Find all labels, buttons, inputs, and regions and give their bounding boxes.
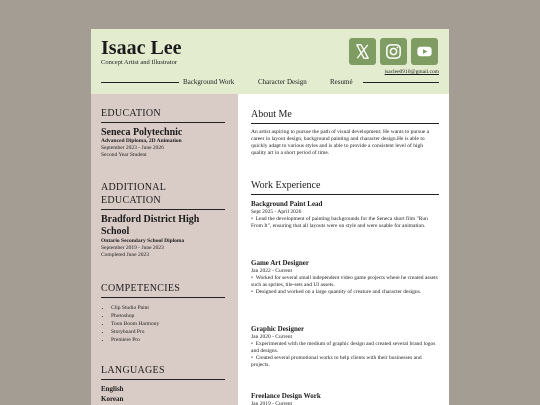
school-dates: September 2023 - June 2026 xyxy=(101,145,164,151)
nav-resume[interactable]: Resumé xyxy=(330,78,353,86)
about-text: An artist aspiring to pursue the path of visual development; He wants to pursue a career in layout design, background painting and character design.He is able to quickly adapt to various styles and is able to provide a consistent level of high quality art in a short period of time. xyxy=(251,129,430,156)
about-section xyxy=(251,108,439,157)
languages-heading: LANGUAGES xyxy=(101,364,225,380)
work-heading-block xyxy=(251,179,439,195)
list-item: • Clip Studio Paint xyxy=(111,304,225,312)
language-item: English xyxy=(101,385,124,393)
school-name: Bradford District High School xyxy=(101,214,200,237)
resume-page xyxy=(91,29,449,405)
job-dates: Jan 2019 - Current xyxy=(251,401,293,405)
list-item: • Photoshop xyxy=(111,312,225,320)
school-program: Ontario Secondary School Diploma xyxy=(101,238,185,244)
site-nav xyxy=(183,78,353,86)
job-entry xyxy=(251,325,439,369)
school-dates: September 2019 - June 2023 xyxy=(101,245,164,251)
school-status: Completed June 2023 xyxy=(101,252,149,258)
job-entry xyxy=(251,392,439,405)
education-section xyxy=(101,107,225,159)
school-name: Seneca Polytechnic xyxy=(101,127,183,138)
resume-header xyxy=(91,29,449,94)
additional-heading-line2: EDUCATION xyxy=(101,194,225,210)
job-bullet: • Worked for several small independent video game projects where he created assets such as sprites, tile-sets and UI assets. xyxy=(251,275,438,288)
work-heading: Work Experience xyxy=(251,179,439,195)
youtube-icon xyxy=(415,42,434,61)
job-bullet: • Lead the development of painting backgrounds for the Seneca short film "Run From It", ensuring that all layouts were on style and were usable for animation. xyxy=(251,216,428,229)
youtube-link[interactable] xyxy=(411,38,438,65)
competencies-heading: COMPETENCIES xyxy=(101,282,225,298)
email-link[interactable]: isaclee0910@gmail.com xyxy=(384,69,439,75)
job-dates: Jan 2022 - Current xyxy=(251,268,293,274)
job-bullet: • Created several promotional works to help clients with their businesses and projects. xyxy=(251,355,422,368)
list-item: • Storyboard Pro xyxy=(111,328,225,336)
additional-heading-line1: ADDITIONAL xyxy=(101,182,167,193)
list-item: • Premiere Pro xyxy=(111,336,225,344)
resume-sidebar xyxy=(91,94,238,405)
skills-list xyxy=(101,304,225,344)
job-bullet: • Experimented with the medium of graphic design and created several brand logos and designs. xyxy=(251,341,436,354)
nav-character-design[interactable]: Character Design xyxy=(258,78,307,86)
instagram-icon xyxy=(384,42,403,61)
job-bullet: • Designed and worked on a large quantity of creature and character designs. xyxy=(251,289,422,295)
job-dates: Jan 2020 - Current xyxy=(251,334,293,340)
job-title: Freelance Design Work xyxy=(251,392,321,400)
x-icon xyxy=(353,42,372,61)
nav-divider-left xyxy=(101,82,179,83)
instagram-link[interactable] xyxy=(380,38,407,65)
job-entry xyxy=(251,259,439,296)
school-status: Second Year Student xyxy=(101,152,147,158)
social-links xyxy=(349,38,439,66)
school-program: Advanced Diploma, 2D Animation xyxy=(101,138,182,144)
job-entry xyxy=(251,200,439,230)
job-title: Background Paint Lead xyxy=(251,200,323,208)
nav-background-work[interactable]: Background Work xyxy=(183,78,235,86)
person-name: Isaac Lee xyxy=(101,37,182,59)
person-role: Concept Artist and Illustrator xyxy=(101,59,178,66)
competencies-section xyxy=(101,282,225,344)
job-dates: Sept 2025 - April 2026 xyxy=(251,209,302,215)
additional-education-section xyxy=(101,181,225,259)
language-item: Korean xyxy=(101,395,124,403)
education-heading: EDUCATION xyxy=(101,107,225,123)
nav-divider-right xyxy=(363,82,439,83)
about-heading: About Me xyxy=(251,108,439,124)
list-item: • Toon Boom Harmony xyxy=(111,320,225,328)
x-link[interactable] xyxy=(349,38,376,65)
job-title: Graphic Designer xyxy=(251,325,305,333)
job-title: Game Art Designer xyxy=(251,259,309,267)
languages-section xyxy=(101,364,225,404)
